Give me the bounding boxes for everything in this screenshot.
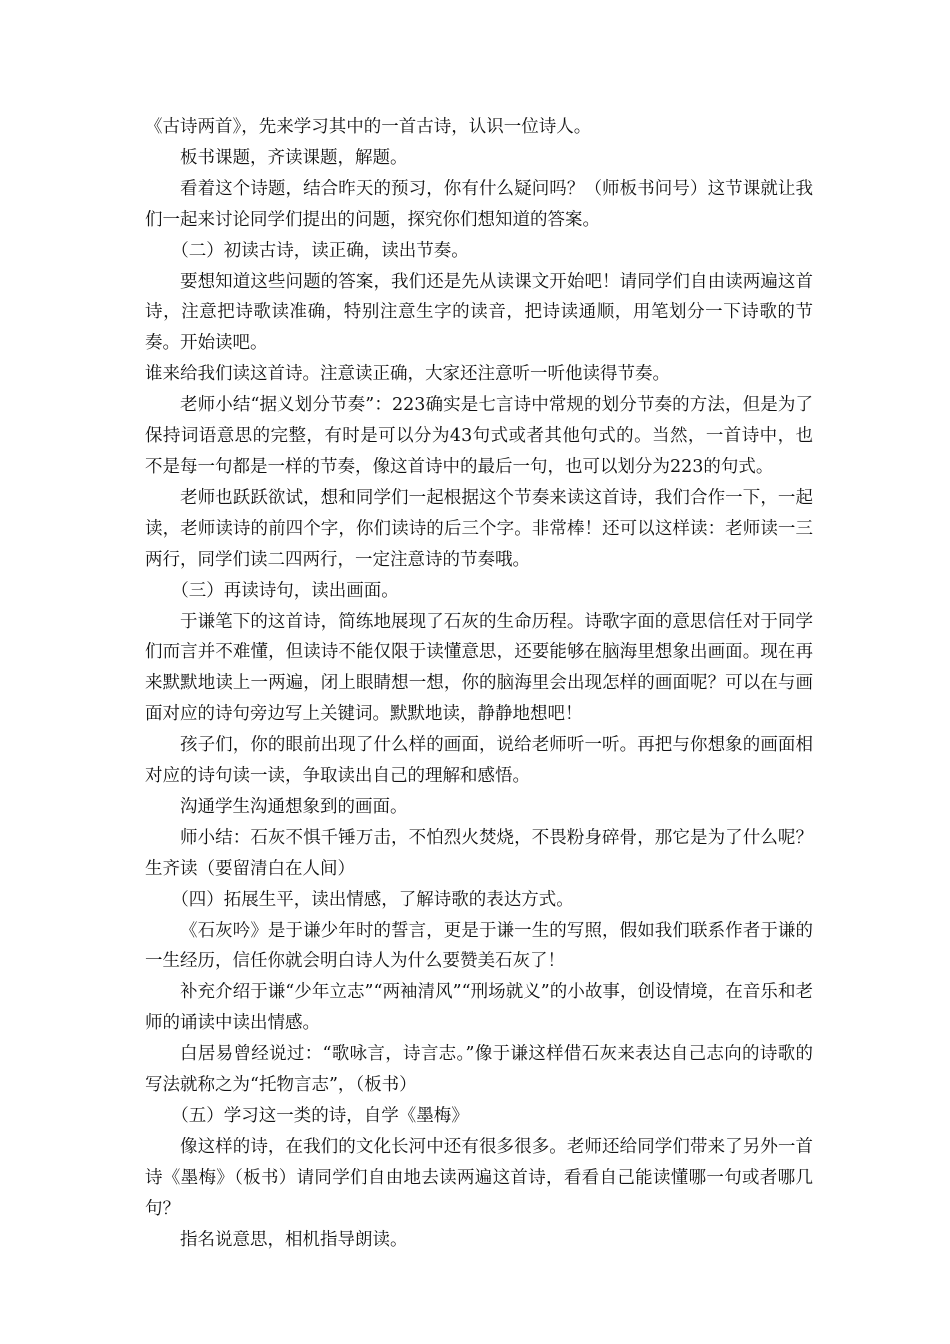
paragraph-intro: 《古诗两首》，先来学习其中的一首古诗，认识一位诗人。 bbox=[145, 117, 592, 137]
paragraph-communicate: 沟通学生沟通想象到的画面。 bbox=[180, 796, 408, 817]
paragraph-bai-juyi: 白居易曾经说过：“歌咏言，诗言志。”像于谦这样借石灰来表达自己志向的诗歌的写法就称之为“托物言志”，（板书） bbox=[145, 1044, 813, 1096]
section-heading-2: （二）初读古诗，读正确，读出节奏。 bbox=[171, 240, 469, 261]
paragraph-stories: 补充介绍于谦“少年立志”“两袖清风”“刑场就义”的小故事，创设情境，在音乐和老师的诵读中读出情感。 bbox=[145, 982, 813, 1034]
paragraph-title-board: 板书课题，齐读课题，解题。 bbox=[180, 147, 408, 168]
paragraph-author-life: 《石灰吟》是于谦少年时的誓言，更是于谦一生的写照，假如我们联系作者于谦的一生经历，信任你就会明白诗人为什么要赞美石灰了！ bbox=[145, 920, 813, 972]
paragraph-imagine-picture: 于谦笔下的这首诗，简练地展现了石灰的生命历程。诗歌字面的意思信任对于同学们而言并不难懂，但读诗不能仅限于读懂意思，还要能够在脑海里想象出画面。现在再来默默地读上一两遍，闭上眼睛想一想，你的脑海里会出现怎样的画面呢？可以在与画面对应的诗句旁边写上关键词。默默地读，静静地想吧！ bbox=[145, 611, 813, 725]
paragraph-mo-mei: 像这样的诗，在我们的文化长河中还有很多很多。老师还给同学们带来了另外一首诗《墨梅》（板书）请同学们自由地去读两遍这首诗，看看自己能读懂哪一句或者哪几句？ bbox=[145, 1136, 813, 1219]
paragraph-read-together: 老师也跃跃欲试，想和同学们一起根据这个节奏来读这首诗，我们合作一下，一起读，老师读诗的前四个字，你们读诗的后三个字。非常棒！还可以这样读：老师读一三两行，同学们读二四两行，一定注意诗的节奏哦。 bbox=[145, 487, 813, 570]
paragraph-questions: 看着这个诗题，结合昨天的预习，你有什么疑问吗？（师板书问号）这节课就让我们一起来讨论同学们提出的问题，探究你们想知道的答案。 bbox=[145, 178, 813, 230]
paragraph-rhythm-summary: 老师小结“据义划分节奏”：223确实是七言诗中常规的划分节奏的方法，但是为了保持词语意思的完整，有时是可以分为43句式或者其他句式的。当然，一首诗中，也不是每一句都是一样的节奏，像这首诗中的最后一句，也可以划分为223的句式。 bbox=[145, 395, 813, 477]
paragraph-teacher-summary: 师小结：石灰不惧千锤万击，不怕烈火焚烧，不畏粉身碎骨，那它是为了什么呢？生齐读（要留清白在人间） bbox=[145, 827, 813, 879]
section-heading-4: （四）拓展生平，读出情感，了解诗歌的表达方式。 bbox=[171, 889, 574, 910]
paragraph-free-reading: 要想知道这些问题的答案，我们还是先从读课文开始吧！请同学们自由读两遍这首诗，注意把诗歌读准确，特别注意生字的读音，把诗读通顺，用笔划分一下诗歌的节奏。开始读吧。 bbox=[145, 271, 813, 354]
section-heading-5: （五）学习这一类的诗，自学《墨梅》 bbox=[171, 1106, 469, 1126]
paragraph-share-picture: 孩子们，你的眼前出现了什么样的画面，说给老师听一听。再把与你想象的画面相对应的诗句读一读，争取读出自己的理解和感悟。 bbox=[145, 735, 813, 787]
section-heading-3: （三）再读诗句，读出画面。 bbox=[171, 580, 399, 601]
paragraph-guided-reading: 指名说意思，相机指导朗读。 bbox=[180, 1229, 408, 1250]
document-body bbox=[145, 112, 813, 1256]
paragraph-who-reads: 谁来给我们读这首诗。注意读正确，大家还注意听一听他读得节奏。 bbox=[145, 364, 670, 385]
